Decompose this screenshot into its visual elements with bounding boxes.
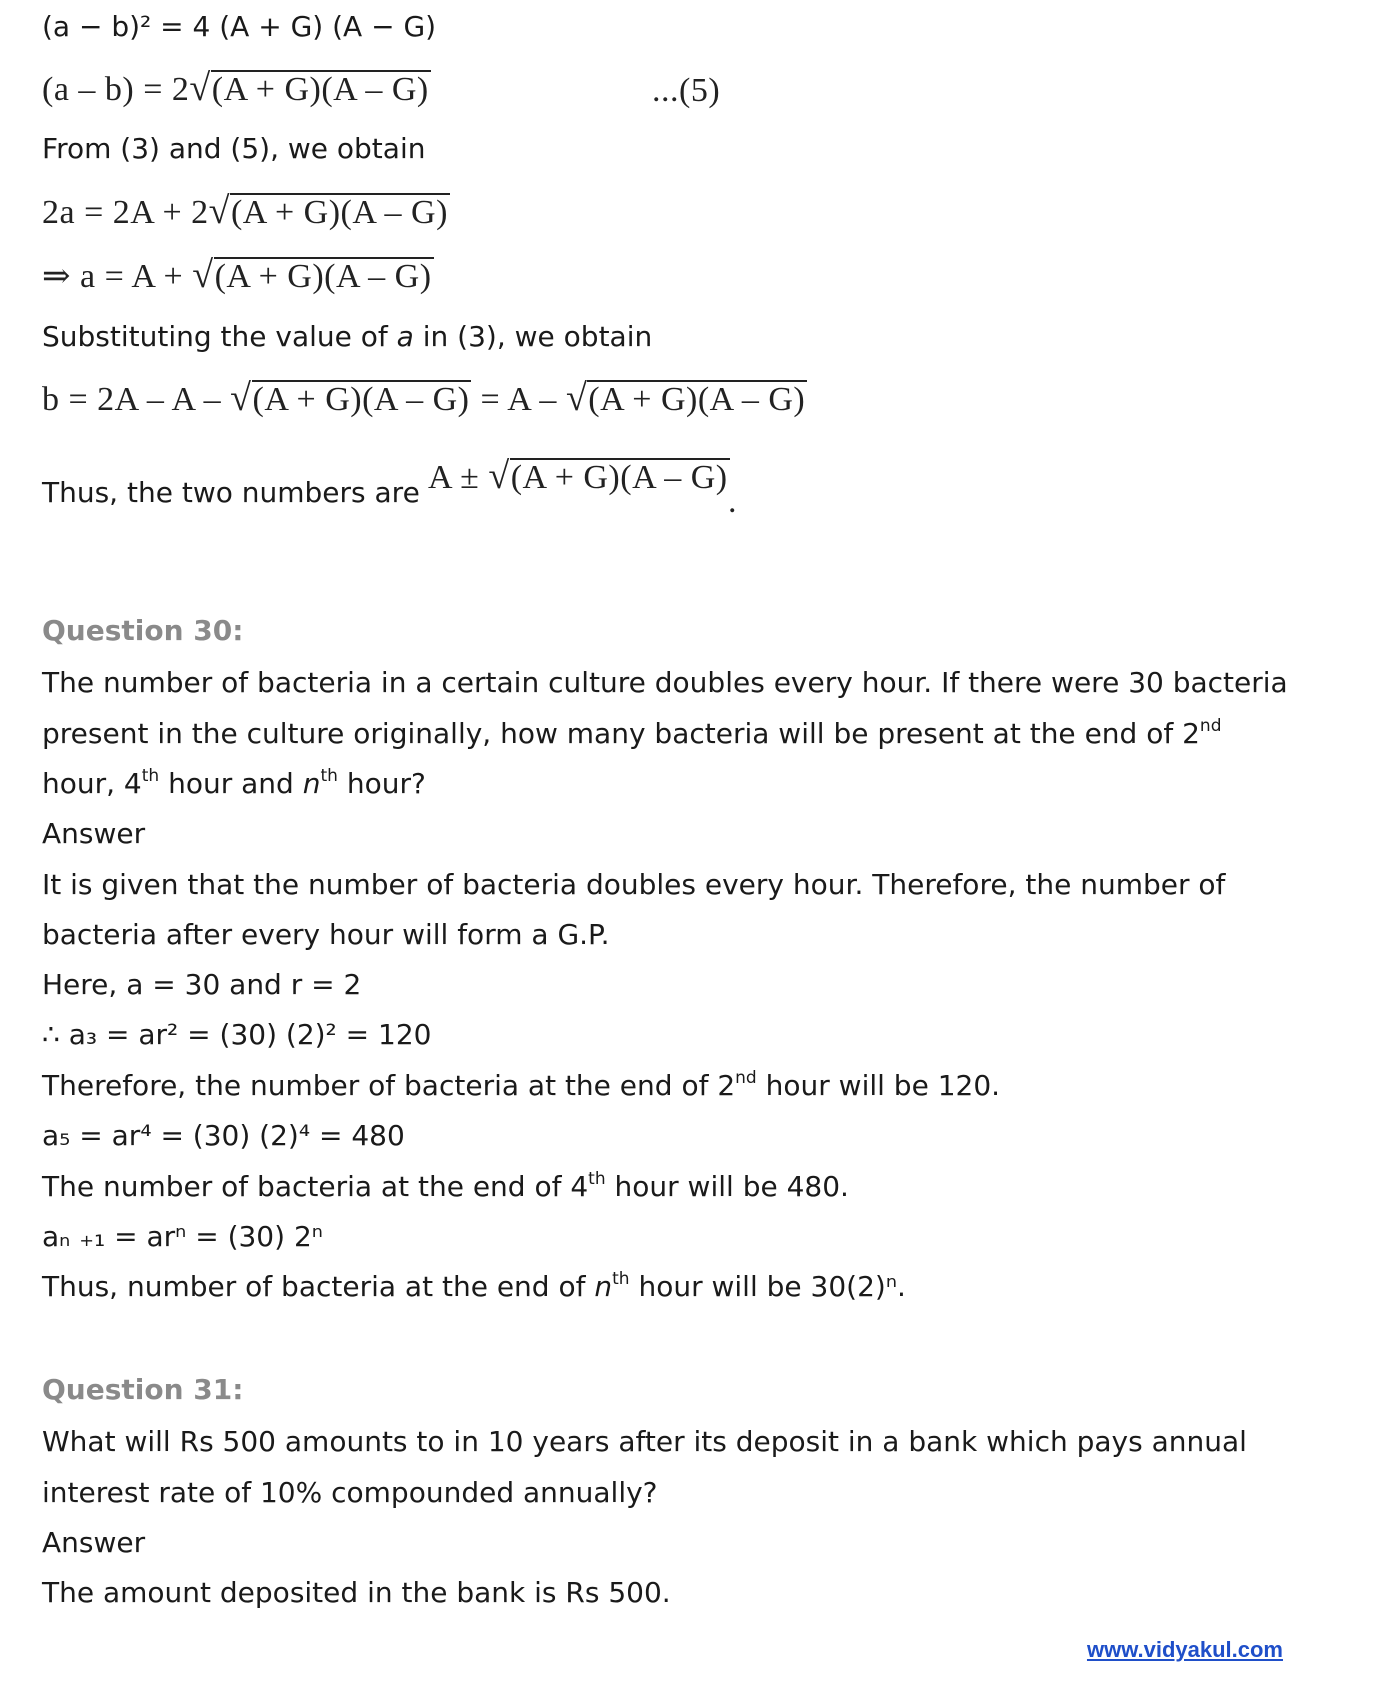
answer-text: The amount deposited in the bank is Rs 500.	[42, 1576, 671, 1609]
question-text	[42, 767, 426, 801]
equation-line	[42, 254, 434, 296]
equation-lhs: (a – b) = 2	[42, 71, 190, 108]
radicand: (A + G)(A – G)	[510, 459, 728, 496]
answer-label: Answer	[42, 817, 146, 850]
text: hour will be 480.	[605, 1170, 849, 1203]
answer-text	[42, 1270, 906, 1304]
equation-mid: = A –	[471, 381, 566, 418]
question-title: Question 31:	[42, 1373, 244, 1406]
text: hour will be 30(2)ⁿ.	[629, 1270, 906, 1303]
paragraph: Thus, the two numbers are	[42, 476, 420, 509]
equation-lhs: ⇒ a = A +	[42, 258, 193, 295]
sqrt-icon: √	[565, 377, 588, 419]
paragraph	[42, 320, 652, 354]
answer-text: bacteria after every hour will form a G.P.	[42, 918, 610, 951]
text: hour will be 120.	[756, 1069, 1001, 1102]
equation-lhs: A ±	[428, 459, 489, 496]
text: hour, 4	[42, 767, 142, 800]
period: .	[728, 483, 737, 520]
equation-line	[42, 377, 807, 419]
equation-inline	[428, 455, 730, 497]
variable: n	[302, 767, 321, 800]
answer-equation: ∴ a₃ = ar² = (30) (2)² = 120	[42, 1018, 432, 1051]
radicand: (A + G)(A – G)	[230, 194, 448, 231]
text: The number of bacteria at the end of 4	[42, 1170, 589, 1203]
superscript: nd	[735, 1068, 757, 1088]
question-text	[42, 717, 1222, 751]
text: hour?	[337, 767, 426, 800]
text: Thus, number of bacteria at the end of	[42, 1270, 595, 1303]
text: Therefore, the number of bacteria at the end of 2	[42, 1069, 736, 1102]
superscript: nd	[1199, 716, 1222, 736]
question-title: Question 30:	[42, 614, 244, 647]
question-text: What will Rs 500 amounts to in 10 years after its deposit in a bank which pays annual	[42, 1425, 1247, 1458]
answer-text	[42, 1069, 1000, 1103]
radicand: (A + G)(A – G)	[211, 71, 429, 108]
variable: a	[396, 320, 414, 353]
equation-lhs: 2a = 2A + 2	[42, 194, 209, 231]
equation-line: (a − b)² = 4 (A + G) (A − G)	[42, 10, 437, 43]
answer-text: It is given that the number of bacteria doubles every hour. Therefore, the number of	[42, 868, 1226, 901]
answer-equation: aₙ ₊₁ = arⁿ = (30) 2ⁿ	[42, 1220, 323, 1253]
equation-tag: ...(5)	[652, 72, 721, 109]
question-text: interest rate of 10% compounded annually?	[42, 1476, 658, 1509]
answer-text	[42, 1170, 849, 1204]
footer-website-link[interactable]: www.vidyakul.com	[1086, 1637, 1283, 1662]
answer-text: Here, a = 30 and r = 2	[42, 968, 362, 1001]
radicand: (A + G)(A – G)	[214, 258, 432, 295]
paragraph: From (3) and (5), we obtain	[42, 132, 426, 165]
text: Substituting the value of	[42, 320, 397, 353]
superscript: th	[141, 766, 160, 786]
text: present in the culture originally, how many bacteria will be present at the end of 2	[42, 717, 1200, 750]
text: hour and	[159, 767, 303, 800]
text: in (3), we obtain	[413, 320, 653, 353]
sqrt-icon: √	[488, 455, 510, 497]
answer-equation: a₅ = ar⁴ = (30) (2)⁴ = 480	[42, 1119, 405, 1152]
answer-label: Answer	[42, 1526, 146, 1559]
radicand: (A + G)(A – G)	[588, 381, 806, 418]
question-text: The number of bacteria in a certain culture doubles every hour. If there were 30 bacteria	[42, 666, 1288, 699]
sqrt-icon: √	[192, 254, 214, 296]
sqrt-icon: √	[208, 190, 230, 232]
superscript: th	[320, 766, 338, 786]
equation-lhs: b = 2A – A –	[42, 381, 231, 418]
equation-line-5	[42, 67, 431, 109]
equation-line	[42, 190, 450, 232]
variable: n	[594, 1270, 613, 1303]
sqrt-icon: √	[230, 377, 252, 419]
superscript: th	[612, 1269, 630, 1289]
sqrt-icon: √	[189, 67, 211, 109]
radicand: (A + G)(A – G)	[252, 381, 470, 418]
superscript: th	[588, 1169, 606, 1189]
